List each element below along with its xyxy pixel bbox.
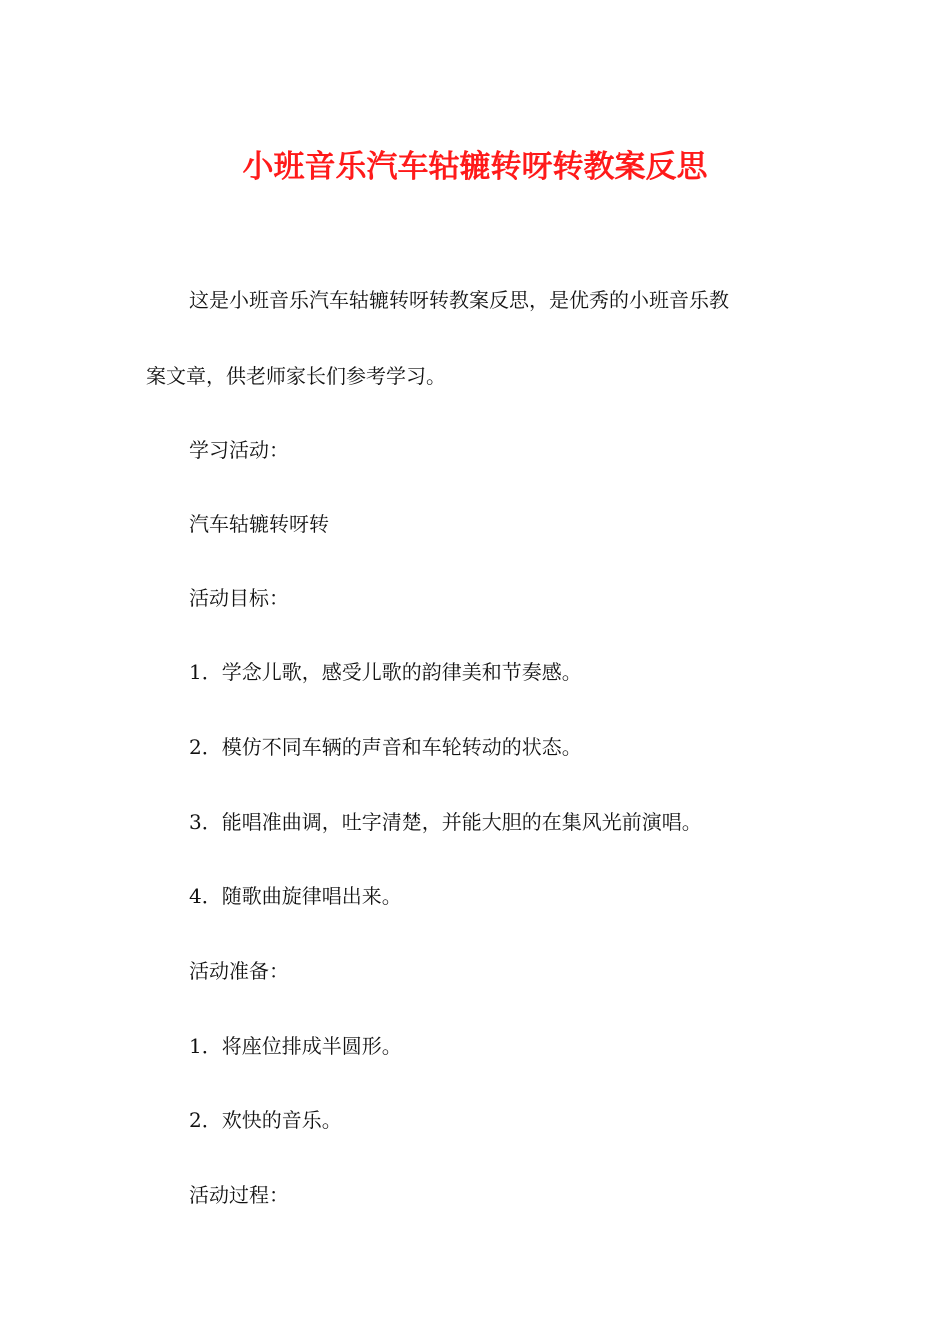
goal-item-4: 4．随歌曲旋律唱出来。 xyxy=(189,884,402,908)
section-heading-goals: 活动目标： xyxy=(189,586,289,610)
section-heading-activity: 学习活动： xyxy=(189,438,289,462)
activity-name: 汽车轱辘转呀转 xyxy=(189,512,329,536)
document-title: 小班音乐汽车轱辘转呀转教案反思 xyxy=(242,149,708,185)
goal-item-1: 1．学念儿歌，感受儿歌的韵律美和节奏感。 xyxy=(189,660,582,684)
prep-item-1: 1．将座位排成半圆形。 xyxy=(189,1034,402,1058)
goal-item-2: 2．模仿不同车辆的声音和车轮转动的状态。 xyxy=(189,735,582,759)
goal-item-3: 3．能唱准曲调，吐字清楚，并能大胆的在集风光前演唱。 xyxy=(189,810,702,834)
section-heading-process: 活动过程： xyxy=(189,1183,289,1207)
intro-paragraph-line-1: 这是小班音乐汽车轱辘转呀转教案反思，是优秀的小班音乐教 xyxy=(189,288,729,312)
prep-item-2: 2．欢快的音乐。 xyxy=(189,1108,342,1132)
section-heading-preparation: 活动准备： xyxy=(189,959,289,983)
intro-paragraph-line-2: 案文章，供老师家长们参考学习。 xyxy=(146,364,446,388)
